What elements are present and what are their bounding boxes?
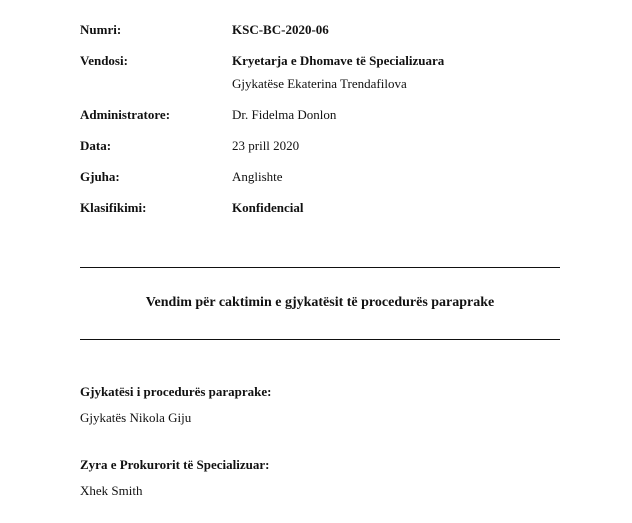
pretrial-judge-label: Gjykatësi i procedurës paraprake: bbox=[80, 384, 272, 399]
decided-by-row bbox=[80, 53, 560, 95]
language-label: Gjuha: bbox=[80, 169, 120, 184]
case-number-label: Numri: bbox=[80, 22, 122, 37]
bottom-divider bbox=[80, 339, 560, 340]
case-number-value: KSC-BC-2020-06 bbox=[232, 22, 329, 37]
administrator-label: Administratore: bbox=[80, 107, 171, 122]
pretrial-judge-name: Gjykatës Nikola Giju bbox=[80, 410, 192, 425]
document-title: Vendim për caktimin e gjykatësit të procedurës paraprake bbox=[145, 295, 495, 310]
classification-row bbox=[80, 200, 560, 218]
classification-value: Konfidencial bbox=[232, 200, 304, 215]
classification-label: Klasifikimi: bbox=[80, 200, 147, 215]
date-row bbox=[80, 138, 560, 156]
decided-by-judge: Gjykatëse Ekaterina Trendafilova bbox=[232, 76, 407, 91]
date-value: 23 prill 2020 bbox=[232, 138, 300, 153]
prosecutor-name: Xhek Smith bbox=[80, 483, 143, 498]
prosecutor-office-label: Zyra e Prokurorit të Specializuar: bbox=[80, 457, 270, 472]
date-label: Data: bbox=[80, 138, 112, 153]
case-number-row bbox=[80, 22, 560, 40]
decided-by-value: Kryetarja e Dhomave të Specializuara bbox=[232, 53, 445, 68]
decided-by-label: Vendosi: bbox=[80, 53, 128, 68]
administrator-value: Dr. Fidelma Donlon bbox=[232, 107, 337, 122]
administrator-row bbox=[80, 107, 560, 125]
language-row bbox=[80, 169, 560, 187]
top-divider bbox=[80, 267, 560, 268]
language-value: Anglishte bbox=[232, 169, 283, 184]
